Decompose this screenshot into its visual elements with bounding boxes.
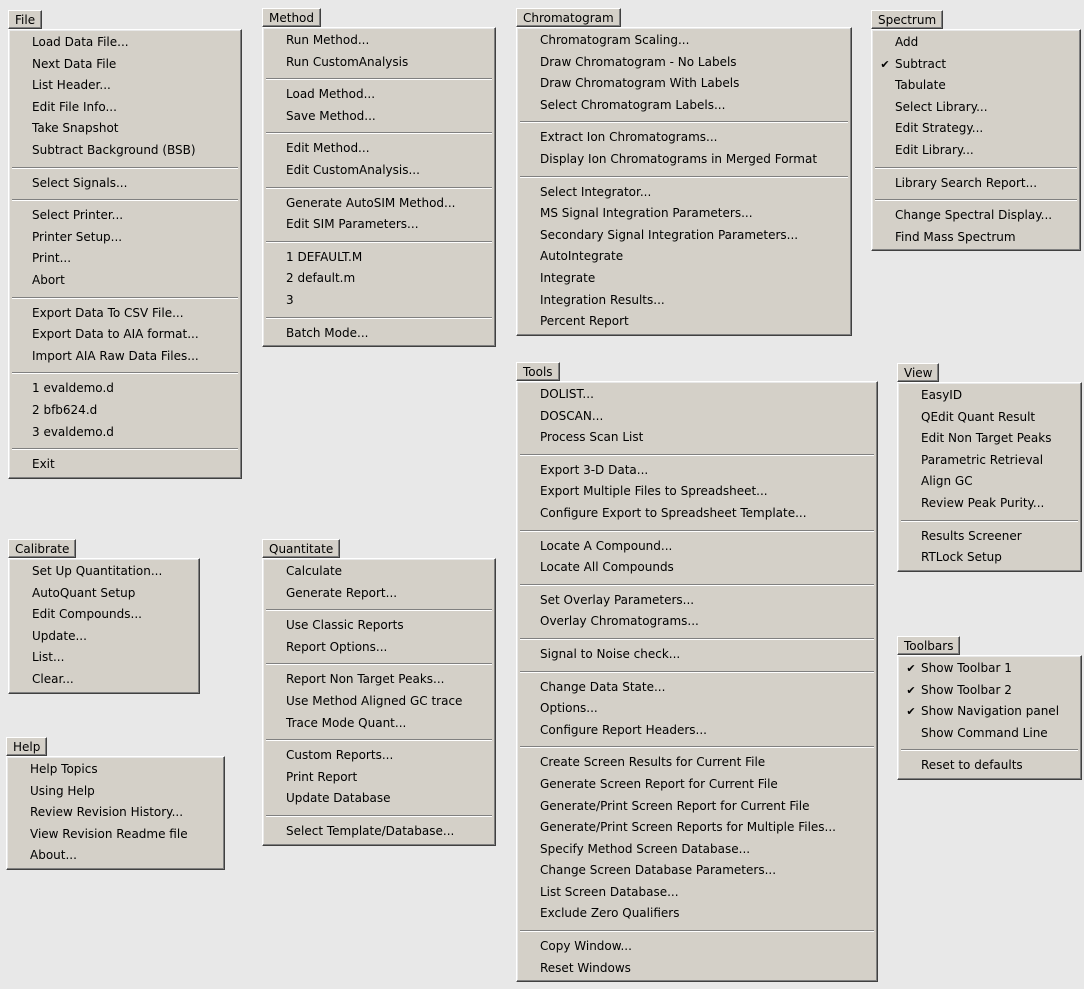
menu-separator	[875, 162, 1077, 173]
menu-item-label: Show Toolbar 2	[921, 682, 1012, 697]
menu-item-tools[interactable]	[520, 698, 874, 720]
menu-item-help[interactable]	[10, 759, 221, 781]
checkmark-icon: ✔	[880, 57, 890, 71]
menu-separator	[12, 367, 238, 378]
menu-item-toolbars[interactable]	[901, 723, 1078, 745]
menu-item-file[interactable]	[12, 378, 238, 400]
menu-item-label: Change Data State...	[540, 679, 666, 694]
menu-item-quantitate[interactable]	[266, 767, 492, 789]
menu-item-label: List...	[32, 650, 65, 665]
menu-separator	[266, 236, 492, 247]
menu-panel-method	[262, 27, 496, 347]
menu-item-label: Draw Chromatogram - No Labels	[540, 54, 737, 69]
menu-item-calibrate[interactable]	[12, 561, 196, 583]
menu-item-label: Results Screener	[921, 528, 1022, 543]
menu-item-label: Edit Library...	[895, 142, 974, 157]
menu-item-label: Tabulate	[895, 78, 946, 93]
menu-item-label: Subtract Background (BSB)	[32, 142, 196, 157]
menu-item-label: Generate Screen Report for Current File	[540, 776, 778, 791]
menu-item-label: List Screen Database...	[540, 884, 679, 899]
menu-item-tools[interactable]	[520, 817, 874, 839]
menu-separator	[520, 579, 874, 590]
menu-item-tools[interactable]	[520, 958, 874, 980]
menu-separator	[901, 744, 1078, 755]
menu-item-file[interactable]	[12, 270, 238, 292]
menu-item-calibrate[interactable]	[12, 626, 196, 648]
menu-item-tools[interactable]	[520, 936, 874, 958]
menu-item-label: Draw Chromatogram With Labels	[540, 76, 740, 91]
menu-item-label: Edit File Info...	[32, 99, 117, 114]
menu-item-label: Change Spectral Display...	[895, 208, 1053, 223]
menu-item-file[interactable]	[12, 97, 238, 119]
menu-item-label: RTLock Setup	[921, 550, 1002, 565]
menu-item-label: Select Chromatogram Labels...	[540, 97, 726, 112]
menu-item-file[interactable]	[12, 324, 238, 346]
menu-item-label: Integrate	[540, 270, 596, 285]
menu-item-tools[interactable]	[520, 384, 874, 406]
menu-separator	[266, 604, 492, 615]
menu-item-label: Update Database	[286, 791, 391, 806]
menu-item-view[interactable]	[901, 471, 1078, 493]
menu-panel-help	[6, 756, 225, 870]
menu-item-label: Calculate	[286, 564, 343, 578]
menu-item-file[interactable]	[12, 227, 238, 249]
menu-item-calibrate[interactable]	[12, 583, 196, 605]
menu-item-label: AutoQuant Setup	[32, 585, 136, 600]
menu-item-label: Show Navigation panel	[921, 704, 1060, 719]
menu-item-label: Find Mass Spectrum	[895, 229, 1016, 244]
menu-item-view[interactable]	[901, 547, 1078, 569]
menu-separator	[520, 741, 874, 752]
menu-item-label: Trace Mode Quant...	[286, 715, 407, 730]
menu-item-file[interactable]	[12, 32, 238, 54]
menu-item-label: Add	[895, 35, 919, 49]
menu-item-label: Edit Compounds...	[32, 607, 142, 622]
menu-item-help[interactable]	[10, 845, 221, 867]
menu-item-tools[interactable]	[520, 557, 874, 579]
menu-item-label: Configure Report Headers...	[540, 722, 707, 737]
menu-item-label: AutoIntegrate	[540, 249, 624, 264]
menu-item-tools[interactable]	[520, 481, 874, 503]
checkmark-icon: ✔	[906, 705, 916, 719]
menu-item-chromatogram[interactable]	[520, 225, 848, 247]
menu-item-tools[interactable]	[520, 796, 874, 818]
menu-item-help[interactable]	[10, 802, 221, 824]
menu-item-label: Select Template/Database...	[286, 823, 455, 838]
menu-item-file[interactable]	[12, 54, 238, 76]
menu-panel-calibrate	[8, 558, 200, 694]
menu-item-spectrum[interactable]	[875, 32, 1077, 54]
menu-item-file[interactable]	[12, 454, 238, 476]
menu-item-method[interactable]	[266, 30, 492, 52]
menu-item-label: Library Search Report...	[895, 175, 1038, 190]
menu-separator	[266, 658, 492, 669]
menu-item-label: Export Multiple Files to Spreadsheet...	[540, 484, 768, 499]
menu-title-toolbars[interactable]: Toolbars	[897, 636, 960, 655]
menu-item-label: Overlay Chromatograms...	[540, 614, 699, 629]
menu-item-view[interactable]	[901, 526, 1078, 548]
menu-item-file[interactable]	[12, 422, 238, 444]
menu-item-label: Set Up Quantitation...	[32, 564, 163, 578]
menu-item-label: Generate/Print Screen Report for Current File	[540, 798, 810, 813]
menu-item-tools[interactable]	[520, 774, 874, 796]
menu-item-label: QEdit Quant Result	[921, 409, 1036, 424]
menu-item-label: Locate A Compound...	[540, 538, 673, 553]
menu-item-tools[interactable]	[520, 860, 874, 882]
menu-item-label: Save Method...	[286, 108, 376, 123]
menu-item-quantitate[interactable]	[266, 669, 492, 691]
menu-item-label: Using Help	[30, 783, 95, 798]
menu-item-spectrum[interactable]	[875, 97, 1077, 119]
menu-item-label: Exclude Zero Qualifiers	[540, 906, 680, 921]
menu-item-tools[interactable]	[520, 590, 874, 612]
menu-panel-chromatogram	[516, 27, 852, 336]
menu-separator	[12, 443, 238, 454]
menu-title-chromatogram[interactable]: Chromatogram	[516, 8, 621, 27]
menu-item-tools[interactable]	[520, 611, 874, 633]
menu-item-label: Print...	[32, 251, 72, 266]
menu-item-file[interactable]	[12, 118, 238, 140]
menu-item-label: Printer Setup...	[32, 229, 123, 244]
menu-item-quantitate[interactable]	[266, 745, 492, 767]
menu-separator	[520, 666, 874, 677]
menu-item-toolbars[interactable]	[901, 701, 1078, 723]
menu-item-spectrum[interactable]	[875, 75, 1077, 97]
menu-item-tools[interactable]	[520, 406, 874, 428]
menu-item-view[interactable]	[901, 407, 1078, 429]
menu-item-label: Change Screen Database Parameters...	[540, 863, 777, 878]
menu-item-label: Set Overlay Parameters...	[540, 592, 695, 607]
menu-item-chromatogram[interactable]	[520, 149, 848, 171]
menu-item-tools[interactable]	[520, 503, 874, 525]
menu-item-label: 3 evaldemo.d	[32, 424, 114, 439]
menu-item-label: Help Topics	[30, 762, 98, 776]
menu-item-tools[interactable]	[520, 460, 874, 482]
menu-item-label: Import AIA Raw Data Files...	[32, 348, 199, 363]
menu-item-label: Report Non Target Peaks...	[286, 672, 445, 687]
menu-item-file[interactable]	[12, 140, 238, 162]
menu-item-view[interactable]	[901, 493, 1078, 515]
menu-item-label: Take Snapshot	[32, 121, 119, 136]
menu-item-label: Edit CustomAnalysis...	[286, 162, 420, 177]
menu-item-label: Edit Non Target Peaks	[921, 431, 1052, 446]
menu-item-tools[interactable]	[520, 752, 874, 774]
menu-item-label: DOLIST...	[540, 387, 594, 401]
menu-item-chromatogram[interactable]	[520, 182, 848, 204]
menu-item-label: EasyID	[921, 388, 963, 402]
menu-item-file[interactable]	[12, 75, 238, 97]
menu-item-label: Next Data File	[32, 56, 117, 71]
menu-item-calibrate[interactable]	[12, 647, 196, 669]
menu-item-chromatogram[interactable]	[520, 246, 848, 268]
menu-item-label: Abort	[32, 272, 65, 287]
menu-title-file[interactable]: File	[8, 10, 42, 29]
menu-item-label: Integration Results...	[540, 292, 665, 307]
menu-separator	[520, 633, 874, 644]
menu-item-file[interactable]	[12, 205, 238, 227]
menu-item-spectrum[interactable]	[875, 227, 1077, 249]
menu-item-method[interactable]	[266, 268, 492, 290]
menu-item-view[interactable]	[901, 385, 1078, 407]
menu-item-quantitate[interactable]	[266, 583, 492, 605]
menu-item-chromatogram[interactable]	[520, 290, 848, 312]
menu-item-label: MS Signal Integration Parameters...	[540, 206, 753, 221]
menu-item-label: Exit	[32, 457, 55, 472]
menu-item-tools[interactable]	[520, 839, 874, 861]
menu-item-tools[interactable]	[520, 903, 874, 925]
menu-separator	[266, 810, 492, 821]
menu-item-label: DOSCAN...	[540, 408, 604, 423]
menu-item-label: Custom Reports...	[286, 748, 394, 763]
menu-item-quantitate[interactable]	[266, 821, 492, 843]
menu-item-label: Parametric Retrieval	[921, 452, 1044, 467]
menu-item-label: Specify Method Screen Database...	[540, 841, 751, 856]
menu-item-label: List Header...	[32, 78, 111, 93]
menu-item-chromatogram[interactable]	[520, 203, 848, 225]
menu-item-label: 2 bfb624.d	[32, 402, 98, 417]
menu-item-file[interactable]	[12, 303, 238, 325]
menu-item-label: Configure Export to Spreadsheet Template...	[540, 505, 807, 520]
menu-item-label: Show Toolbar 1	[921, 661, 1012, 675]
menu-item-label: View Revision Readme file	[30, 826, 188, 841]
menu-item-label: Secondary Signal Integration Parameters...	[540, 227, 799, 242]
menu-item-label: Load Data File...	[32, 35, 129, 49]
menu-panel-tools	[516, 381, 878, 982]
menu-item-spectrum[interactable]	[875, 140, 1077, 162]
menu-panel-view	[897, 382, 1082, 572]
menu-item-chromatogram[interactable]	[520, 30, 848, 52]
menu-item-label: Copy Window...	[540, 939, 632, 954]
menu-separator	[266, 127, 492, 138]
menu-item-quantitate[interactable]	[266, 561, 492, 583]
menu-item-label: Select Signals...	[32, 175, 128, 190]
menu-item-label: Update...	[32, 628, 87, 643]
menu-item-quantitate[interactable]	[266, 713, 492, 735]
menu-item-chromatogram[interactable]	[520, 311, 848, 333]
menu-item-label: Reset to defaults	[921, 758, 1023, 773]
menu-title-calibrate[interactable]: Calibrate	[8, 539, 76, 558]
menu-item-label: 2 default.m	[286, 271, 356, 286]
menu-item-method[interactable]	[266, 247, 492, 269]
menu-item-tools[interactable]	[520, 536, 874, 558]
menu-item-method[interactable]	[266, 52, 492, 74]
menu-item-label: Select Library...	[895, 99, 988, 114]
menu-item-help[interactable]	[10, 781, 221, 803]
menu-item-label: Display Ion Chromatograms in Merged Format	[540, 151, 818, 166]
menu-item-quantitate[interactable]	[266, 637, 492, 659]
menu-item-spectrum[interactable]	[875, 205, 1077, 227]
menu-separator	[901, 515, 1078, 526]
menu-item-view[interactable]	[901, 450, 1078, 472]
menu-item-file[interactable]	[12, 400, 238, 422]
menu-separator	[520, 449, 874, 460]
menu-item-label: Select Integrator...	[540, 184, 652, 199]
menu-item-label: Use Classic Reports	[286, 618, 404, 633]
menu-item-method[interactable]	[266, 193, 492, 215]
menu-separator	[520, 925, 874, 936]
menu-title-tools[interactable]: Tools	[516, 362, 560, 381]
menu-item-label: Clear...	[32, 671, 74, 686]
menu-item-label: Subtract	[895, 56, 947, 71]
menu-separator	[266, 734, 492, 745]
menu-separator	[12, 194, 238, 205]
menu-item-spectrum[interactable]	[875, 54, 1077, 76]
menu-item-label: Locate All Compounds	[540, 560, 674, 575]
menu-separator	[12, 292, 238, 303]
menu-item-method[interactable]	[266, 138, 492, 160]
menu-item-label: Batch Mode...	[286, 325, 369, 340]
menu-title-view[interactable]: View	[897, 363, 939, 382]
menu-item-toolbars[interactable]	[901, 755, 1078, 777]
menu-item-method[interactable]	[266, 160, 492, 182]
menu-title-spectrum[interactable]: Spectrum	[871, 10, 943, 29]
menu-item-label: Use Method Aligned GC trace	[286, 693, 463, 708]
menu-item-label: Show Command Line	[921, 725, 1048, 740]
menu-item-label: Export Data To CSV File...	[32, 305, 184, 320]
menu-item-label: Review Revision History...	[30, 805, 184, 820]
menu-item-label: Create Screen Results for Current File	[540, 755, 766, 770]
menu-item-file[interactable]	[12, 248, 238, 270]
menu-item-label: Reset Windows	[540, 960, 631, 975]
menu-item-toolbars[interactable]	[901, 658, 1078, 680]
menu-item-label: Run Method...	[286, 33, 370, 47]
menu-item-label: Edit Strategy...	[895, 121, 984, 136]
menu-item-quantitate[interactable]	[266, 788, 492, 810]
menu-item-label: Generate/Print Screen Reports for Multiple Files...	[540, 820, 836, 835]
menu-item-spectrum[interactable]	[875, 173, 1077, 195]
menu-separator	[12, 162, 238, 173]
menu-item-label: Process Scan List	[540, 430, 644, 445]
menu-separator	[266, 73, 492, 84]
menu-item-tools[interactable]	[520, 644, 874, 666]
menu-item-label: Export Data to AIA format...	[32, 327, 199, 342]
menu-item-tools[interactable]	[520, 427, 874, 449]
menu-item-chromatogram[interactable]	[520, 52, 848, 74]
menu-item-label: Export 3-D Data...	[540, 462, 649, 477]
menu-separator	[266, 312, 492, 323]
menu-panel-toolbars	[897, 655, 1082, 780]
menu-title-method[interactable]: Method	[262, 8, 321, 27]
menu-item-chromatogram[interactable]	[520, 73, 848, 95]
menu-item-chromatogram[interactable]	[520, 95, 848, 117]
menu-item-chromatogram[interactable]	[520, 268, 848, 290]
menu-item-label: Edit SIM Parameters...	[286, 217, 419, 232]
checkmark-icon: ✔	[906, 662, 916, 675]
menu-item-method[interactable]	[266, 84, 492, 106]
menu-title-help[interactable]: Help	[6, 737, 47, 756]
menu-item-toolbars[interactable]	[901, 680, 1078, 702]
menu-item-label: About...	[30, 848, 77, 863]
menu-item-label: Options...	[540, 701, 598, 716]
menu-item-calibrate[interactable]	[12, 604, 196, 626]
menu-panel-spectrum	[871, 29, 1081, 251]
menu-separator	[875, 194, 1077, 205]
menu-item-method[interactable]	[266, 290, 492, 312]
menu-item-label: Extract Ion Chromatograms...	[540, 130, 718, 145]
menu-item-chromatogram[interactable]	[520, 127, 848, 149]
menu-item-spectrum[interactable]	[875, 118, 1077, 140]
menu-separator	[520, 116, 848, 127]
menu-item-method[interactable]	[266, 214, 492, 236]
menu-item-label: Generate Report...	[286, 585, 398, 600]
menu-item-method[interactable]	[266, 323, 492, 345]
menu-item-label: 3	[286, 292, 294, 307]
menu-item-calibrate[interactable]	[12, 669, 196, 691]
menu-title-quantitate[interactable]: Quantitate	[262, 539, 340, 558]
menu-item-label: Select Printer...	[32, 208, 124, 223]
menu-separator	[520, 171, 848, 182]
menu-item-label: Review Peak Purity...	[921, 495, 1045, 510]
menu-item-quantitate[interactable]	[266, 691, 492, 713]
menu-item-method[interactable]	[266, 106, 492, 128]
menu-item-file[interactable]	[12, 173, 238, 195]
menu-item-label: Signal to Noise check...	[540, 646, 681, 661]
menu-item-label: Report Options...	[286, 639, 388, 654]
menu-item-label: 1 DEFAULT.M	[286, 249, 363, 264]
menu-item-quantitate[interactable]	[266, 615, 492, 637]
menu-item-label: Chromatogram Scaling...	[540, 33, 690, 47]
checkmark-icon: ✔	[906, 683, 916, 697]
menu-item-label: Generate AutoSIM Method...	[286, 195, 456, 210]
menu-item-label: Align GC	[921, 474, 973, 489]
menu-panel-quantitate	[262, 558, 496, 846]
menu-item-label: 1 evaldemo.d	[32, 381, 114, 396]
menu-item-tools[interactable]	[520, 720, 874, 742]
menu-item-view[interactable]	[901, 428, 1078, 450]
menu-item-label: Load Method...	[286, 87, 376, 102]
menu-item-label: Percent Report	[540, 314, 629, 329]
menu-item-file[interactable]	[12, 346, 238, 368]
menu-separator	[266, 182, 492, 193]
menu-item-label: Run CustomAnalysis	[286, 54, 409, 69]
menu-panel-file	[8, 29, 242, 479]
menu-item-tools[interactable]	[520, 677, 874, 699]
menu-separator	[520, 525, 874, 536]
menu-item-help[interactable]	[10, 824, 221, 846]
menu-item-label: Edit Method...	[286, 141, 370, 156]
menu-item-tools[interactable]	[520, 882, 874, 904]
menu-item-label: Print Report	[286, 769, 358, 784]
